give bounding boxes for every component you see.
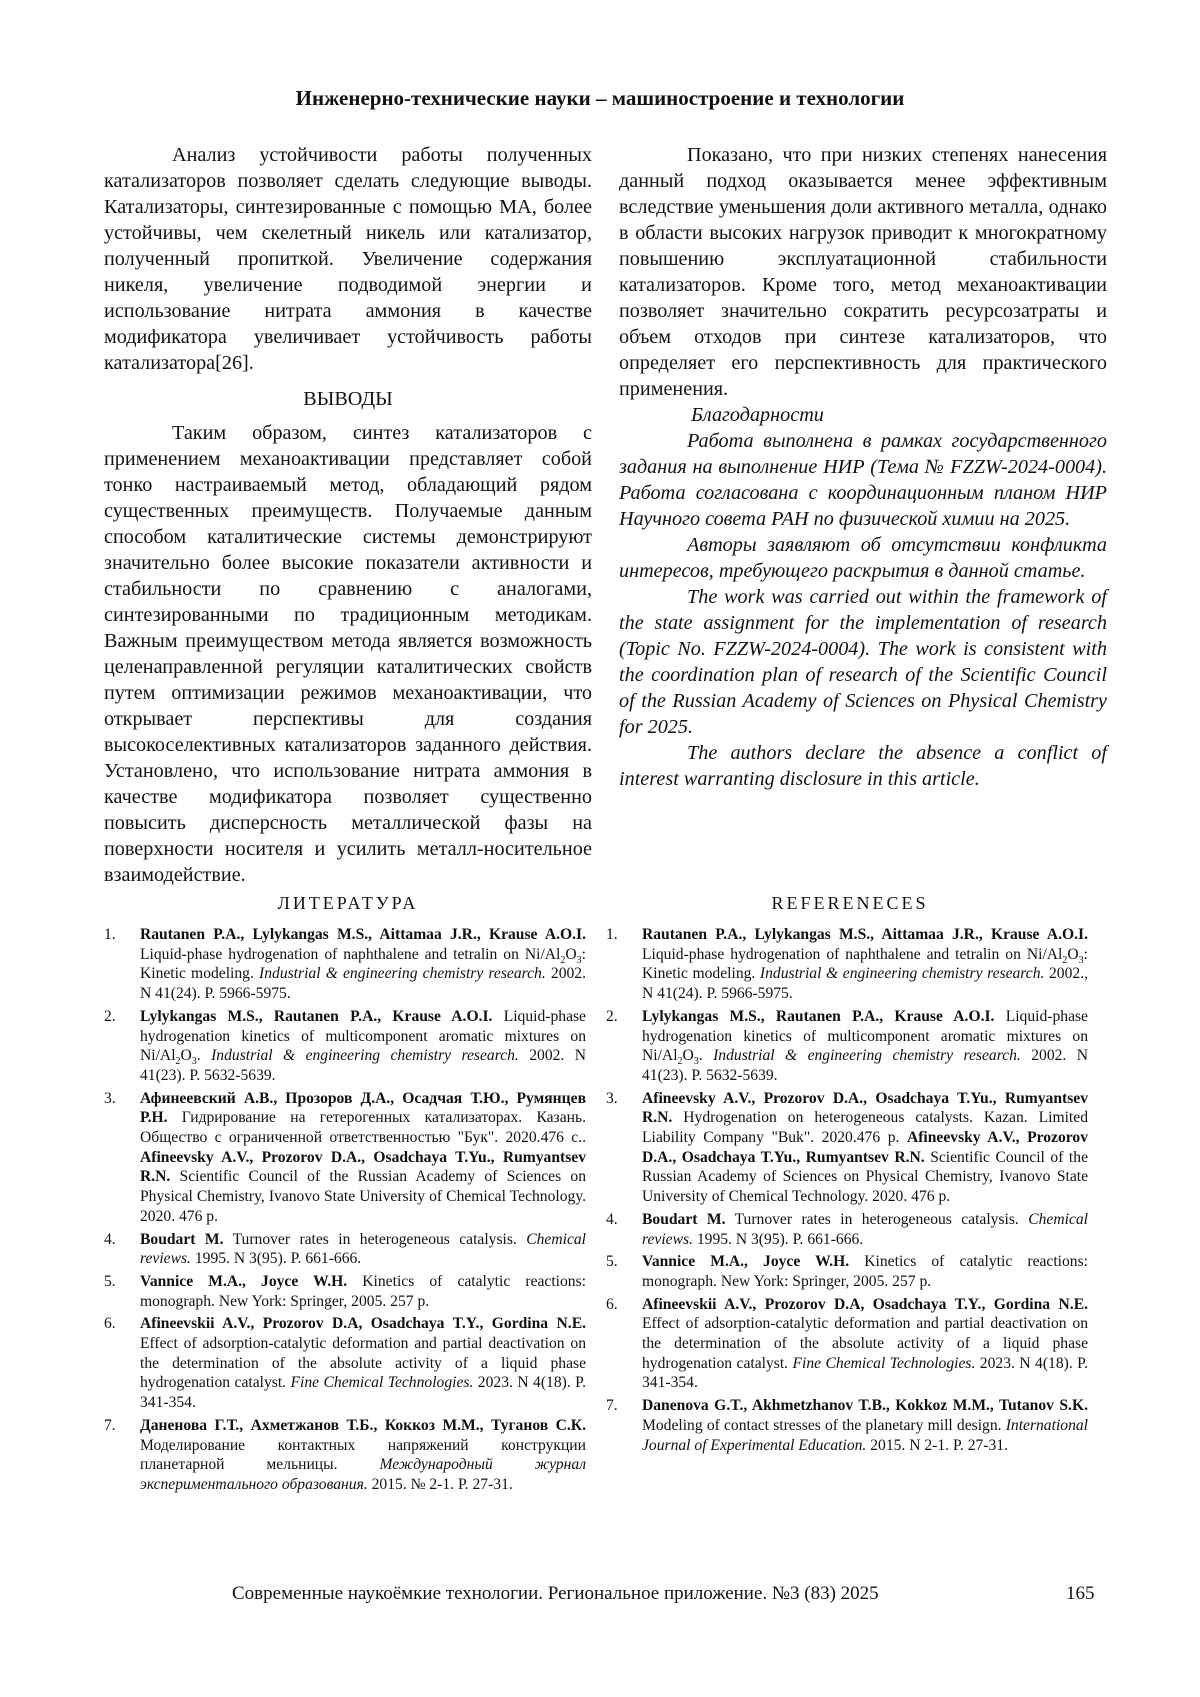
reference-text: O bbox=[565, 945, 577, 963]
reference-text: O bbox=[682, 1047, 694, 1065]
conflict-statement-ru: Авторы заявляют об отсутствии конфликта интересов, требующего раскрытия в данной статье. bbox=[619, 534, 1107, 582]
right-column bbox=[619, 142, 1107, 792]
reference-text: O bbox=[180, 1047, 192, 1065]
reference-item bbox=[606, 1210, 1088, 1249]
reference-details: 2002. N 41(24). P. 5966-5975. bbox=[140, 965, 586, 1003]
reference-number: 7. bbox=[104, 1416, 116, 1434]
reference-journal: Industrial & engineering chemistry research. bbox=[759, 965, 1045, 983]
reference-journal: Chemical reviews. bbox=[140, 1230, 586, 1268]
references-ru-list bbox=[104, 925, 586, 1498]
conclusions-paragraph: Таким образом, синтез катализаторов с применением механоактивации представляет собой тонко настраиваемый метод, обладающий рядом существенных преимуществ. Получаемые данным способом каталитические системы демонстрируют значительно более высокие показатели активности и стабильности по сравнению с аналогами, синтезированными по традиционным методикам. Важным преимуществом метода является возможность целенаправленной регуляции каталитических свойств путем оптимизации режимов механоактивации, что открывает перспективы для создания высокоселективных катализаторов заданного действия. Установлено, что использование нитрата аммония в качестве модификатора позволяет существенно повысить дисперсность металлической фазы на поверхности носителя и усилить металл-носительное взаимодействие. bbox=[104, 422, 592, 886]
reference-text: Kinetics of catalytic reactions: monograph. New York: Springer, 2005. 257 p. bbox=[642, 1253, 1088, 1290]
conflict-statement-en: The authors declare the absence a conflict of interest warranting disclosure in this article. bbox=[619, 742, 1107, 790]
reference-authors: Afineevskii A.V., Prozorov D.A, Osadchaya T.Y., Gordina N.E. bbox=[140, 1315, 586, 1333]
reference-authors: Lylykangas M.S., Rautanen P.A., Krause A.O.I. bbox=[140, 1007, 493, 1025]
reference-details: 2015. N 2-1. P. 27-31. bbox=[866, 1436, 1008, 1454]
reference-authors: Vannice M.A., Joyce W.H. bbox=[140, 1272, 348, 1290]
reference-item bbox=[104, 1007, 586, 1086]
reference-journal: Industrial & engineering chemistry research. bbox=[211, 1047, 519, 1065]
analysis-paragraph: Анализ устойчивости работы полученных катализаторов позволяет сделать следующие выводы. Катализаторы, синтезированные с помощью МА, более устойчивы, чем скелетный никель или катализатор, полученный пропиткой. Увеличение содержания никеля, увеличение подводимой энергии и использование нитрата аммония в качестве модификатора увеличивает устойчивость работы катализатора[26]. bbox=[104, 144, 592, 374]
reference-authors: Afineevsky A.V., Prozorov D.A., Osadchaya T.Yu., Rumyantsev R.N. bbox=[140, 1148, 586, 1186]
reference-item bbox=[104, 1314, 586, 1413]
reference-number: 1. bbox=[104, 926, 116, 943]
reference-text: Turnover rates in heterogeneous catalysis. bbox=[725, 1210, 1029, 1228]
reference-text: . bbox=[698, 1047, 714, 1065]
reference-text: Моделирование контактных напряжений конструкции планетарной мельницы. bbox=[140, 1436, 586, 1474]
reference-text: . bbox=[196, 1047, 212, 1065]
reference-text: Modeling of contact stresses of the planetary mill design. bbox=[642, 1416, 1006, 1434]
reference-subscript: 2 bbox=[175, 1056, 181, 1068]
reference-subscript: 3 bbox=[1078, 954, 1084, 966]
reference-journal: Industrial & engineering chemistry research. bbox=[259, 965, 546, 983]
reference-number: 3. bbox=[104, 1089, 116, 1107]
reference-text: Effect of adsorption-catalytic deformation and partial deactivation on the determination of the absolute activity of a liquid phase hydrogenation catalyst. bbox=[642, 1315, 1088, 1372]
reference-journal: Chemical reviews. bbox=[642, 1210, 1088, 1248]
reference-authors: Афинеевский А.В., Прозоров Д.А., Осадчая Т.Ю., Румянцев Р.Н. bbox=[140, 1089, 586, 1127]
reference-text: Effect of adsorption-catalytic deformation and partial deactivation on the determination of the absolute activity of a liquid phase hydrogenation catalyst. bbox=[140, 1335, 586, 1392]
reference-details: 2023. N 4(18). P. 341-354. bbox=[642, 1354, 1088, 1392]
reference-number: 5. bbox=[606, 1253, 618, 1271]
reference-details: 2002. N 41(23). P. 5632-5639. bbox=[140, 1047, 586, 1084]
reference-text: Liquid-phase hydrogenation kinetics of multicomponent aromatic mixtures on Ni/Al bbox=[642, 1007, 1088, 1065]
reference-journal: Международный журнал экспериментального образования. bbox=[140, 1456, 587, 1493]
reference-subscript: 2 bbox=[1062, 954, 1068, 966]
reference-text: Liquid-phase hydrogenation of naphthalene and tetralin on Ni/Al bbox=[140, 945, 561, 963]
reference-authors: Danenova G.T., Akhmetzhanov T.B., Kokkoz M.M., Tutanov S.K. bbox=[642, 1397, 1088, 1415]
reference-details: 1995. N 3(95). P. 661-666. bbox=[692, 1230, 864, 1248]
reference-details: 2002., N 41(24). P. 5966-5975. bbox=[642, 965, 1088, 1003]
reference-number: 6. bbox=[606, 1295, 618, 1313]
reference-subscript: 3 bbox=[693, 1056, 699, 1068]
reference-number: 2. bbox=[104, 1007, 116, 1025]
reference-text: Hydrogenation on heterogeneous catalysts. Kazan. Limited Liability Company "Buk". 2020.476 p. bbox=[642, 1109, 1088, 1147]
reference-details: 2015. № 2-1. Р. 27-31. bbox=[367, 1475, 513, 1493]
reference-text: Liquid-phase hydrogenation kinetics of multicomponent aromatic mixtures on Ni/Al bbox=[140, 1007, 586, 1065]
reference-authors: Lylykangas M.S., Rautanen P.A., Krause A.O.I. bbox=[642, 1007, 995, 1025]
references-ru-title: ЛИТЕРАТУРА bbox=[277, 893, 419, 913]
reference-text: : Kinetic modeling. bbox=[642, 945, 1088, 983]
reference-authors: Rautanen P.A., Lylykangas M.S., Aittamaa J.R., Krause A.O.I. bbox=[642, 926, 1088, 943]
reference-item bbox=[104, 1089, 586, 1227]
reference-details: 2023. N 4(18). P. 341-354. bbox=[140, 1374, 586, 1412]
reference-number: 4. bbox=[104, 1230, 116, 1248]
references-en-title: REFERENECES bbox=[771, 893, 929, 913]
reference-details: Scientific Council of the Russian Academy of Sciences on Physical Chemistry, Ivanovo State University of Chemical Technology. 2020. 476 p. bbox=[140, 1168, 586, 1225]
reference-text: Liquid-phase hydrogenation of naphthalene and tetralin on Ni/Al bbox=[642, 945, 1063, 963]
reference-item bbox=[606, 925, 1088, 1004]
reference-number: 7. bbox=[606, 1397, 618, 1415]
reference-item bbox=[104, 1230, 586, 1269]
reference-details: 1995. N 3(95). P. 661-666. bbox=[190, 1250, 362, 1268]
reference-details: 2002. N 41(23). P. 5632-5639. bbox=[642, 1047, 1088, 1084]
reference-number: 1. bbox=[606, 926, 618, 943]
reference-journal: Fine Chemical Technologies. bbox=[290, 1374, 474, 1392]
reference-number: 5. bbox=[104, 1272, 116, 1290]
reference-text: Гидрирование на гетерогенных катализаторах. Казань. Общество с ограниченной ответственностью "Бук". 2020.476 с.. bbox=[140, 1109, 586, 1147]
reference-subscript: 3 bbox=[191, 1056, 197, 1068]
reference-item bbox=[104, 1416, 586, 1495]
reference-journal: Fine Chemical Technologies. bbox=[792, 1354, 976, 1372]
reference-text: : Kinetic modeling. bbox=[140, 945, 586, 983]
reference-authors: Afineevsky A.V., Prozorov D.A., Osadchaya T.Yu., Rumyantsev R.N. bbox=[642, 1129, 1088, 1166]
reference-authors: Даненова Г.Т., Ахметжанов Т.Б., Коккоз М.М., Туганов С.К. bbox=[140, 1416, 586, 1434]
reference-journal: International Journal of Experimental Education. bbox=[642, 1416, 1088, 1454]
reference-subscript: 3 bbox=[576, 954, 582, 966]
reference-authors: Rautanen P.A., Lylykangas M.S., Aittamaa J.R., Krause A.O.I. bbox=[140, 926, 586, 943]
reference-number: 2. bbox=[606, 1007, 618, 1025]
references-en-list bbox=[606, 925, 1088, 1458]
reference-item bbox=[606, 1007, 1088, 1086]
reference-item bbox=[104, 925, 586, 1004]
reference-authors: Boudart M. bbox=[642, 1210, 726, 1228]
footer-journal: Современные наукоёмкие технологии. Региональное приложение. №3 (83) 2025 bbox=[232, 1583, 879, 1604]
acknowledgements-ru: Работа выполнена в рамках государственного задания на выполнение НИР (Тема № FZZW-2024-0004). Работа согласована с координационным планом НИР Научного совета РАН по физической химии на 2025. bbox=[619, 430, 1107, 530]
reference-number: 3. bbox=[606, 1089, 618, 1107]
reference-item bbox=[606, 1089, 1088, 1207]
reference-text: O bbox=[1067, 945, 1079, 963]
reference-text: Turnover rates in heterogeneous catalysis. bbox=[223, 1230, 527, 1248]
left-column bbox=[104, 142, 592, 888]
reference-text: Kinetics of catalytic reactions: monograph. New York: Springer, 2005. 257 p. bbox=[140, 1272, 586, 1310]
reference-item bbox=[606, 1252, 1088, 1291]
reference-authors: Afineevskii A.V., Prozorov D.A, Osadchaya T.Y., Gordina N.E. bbox=[642, 1295, 1088, 1313]
reference-authors: Vannice M.A., Joyce W.H. bbox=[642, 1253, 850, 1271]
acknowledgements-title: Благодарности bbox=[691, 404, 824, 426]
page-number: 165 bbox=[1066, 1583, 1095, 1604]
reference-details: Scientific Council of the Russian Academy of Sciences on Physical Chemistry, Ivanovo State University of Chemical Technology. 2020. 476 p. bbox=[642, 1148, 1088, 1206]
reference-item bbox=[606, 1396, 1088, 1455]
results-paragraph: Показано, что при низких степенях нанесения данный подход оказывается менее эффективным вследствие уменьшения доли активного металла, однако в области высоких нагрузок приводит к многократному повышению эксплуатационной стабильности катализаторов. Кроме того, метод механоактивации позволяет значительно сократить ресурсозатраты и объем отходов при синтезе катализаторов, что определяет его перспективность для практического применения. bbox=[619, 144, 1107, 400]
reference-authors: Afineevsky A.V., Prozorov D.A., Osadchaya T.Yu., Rumyantsev R.N. bbox=[642, 1089, 1088, 1127]
reference-authors: Boudart M. bbox=[140, 1230, 224, 1248]
reference-number: 4. bbox=[606, 1210, 618, 1228]
section-header: Инженерно-технические науки – машиностроение и технологии bbox=[295, 86, 905, 110]
reference-item bbox=[606, 1295, 1088, 1394]
reference-journal: Industrial & engineering chemistry research. bbox=[713, 1047, 1021, 1065]
acknowledgements-en: The work was carried out within the framework of the state assignment for the implementation of research (Topic No. FZZW-2024-0004). The work is consistent with the coordination plan of research of the Scientific Council of the Russian Academy of Sciences on Physical Chemistry for 2025. bbox=[619, 586, 1107, 738]
reference-item bbox=[104, 1272, 586, 1311]
reference-subscript: 2 bbox=[560, 954, 566, 966]
reference-number: 6. bbox=[104, 1315, 116, 1333]
conclusions-title: ВЫВОДЫ bbox=[303, 388, 393, 410]
reference-subscript: 2 bbox=[677, 1056, 683, 1068]
